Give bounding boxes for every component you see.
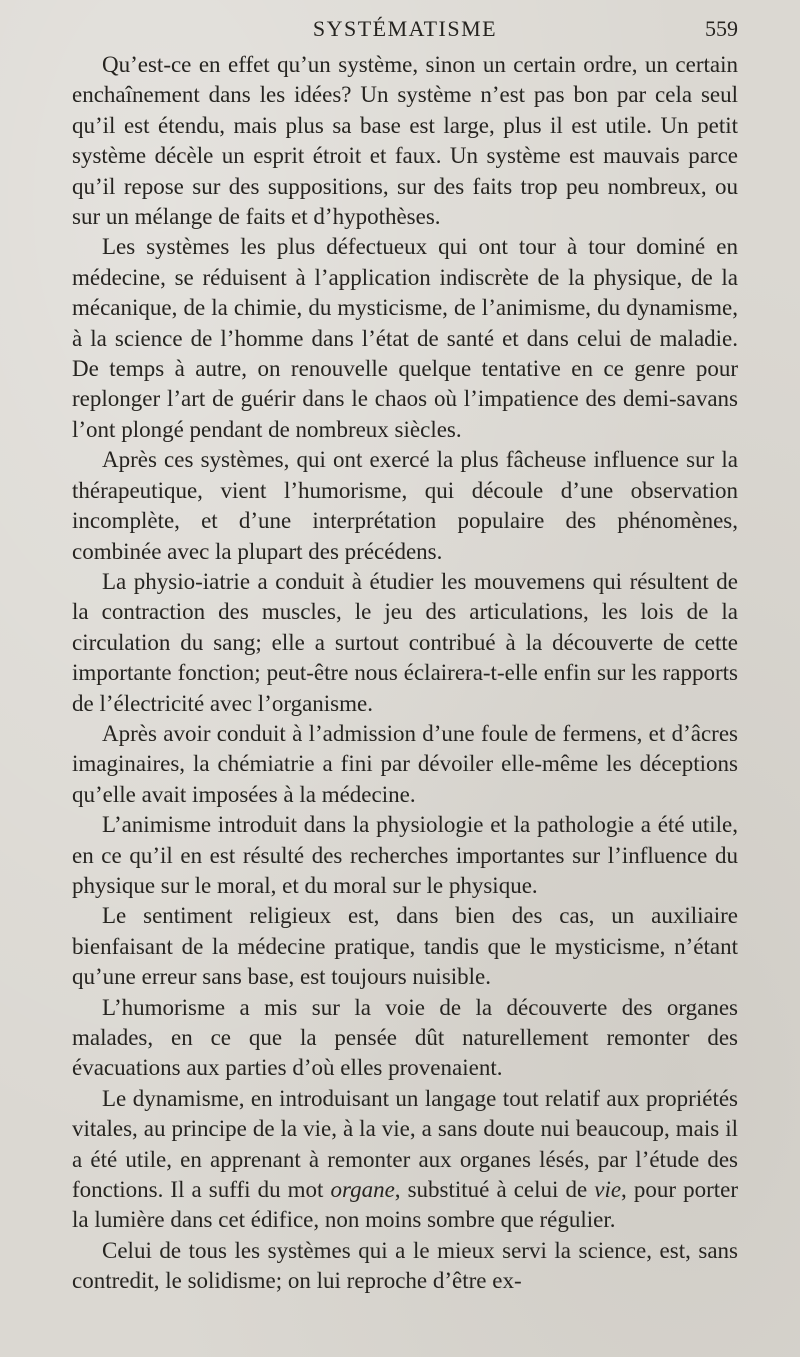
paragraph-10: Celui de tous les systèmes qui a le mieux servi la science, est, sans contredit, le solidisme; on lui reproche d’être ex-: [72, 1237, 738, 1294]
running-title: SYSTÉMATISME: [312, 16, 498, 41]
paragraph-9: [72, 1084, 738, 1236]
paragraph-9-text-middle: , substitué à celui de: [394, 1177, 595, 1203]
paragraph-9-text-after: , pour porter la lumière dans cet édifice, non moins sombre que régulier.: [72, 1177, 738, 1233]
paragraph-4: La physio-iatrie a conduit à étudier les mouvemens qui résultent de la contraction des muscles, le jeu des articulations, les lois de la circulation du sang; elle a surtout contribué à la découverte de cette importante fonction; peut-être nous éclairera-t-elle enfin sur les rapports de l’électricité avec l’organisme.: [72, 568, 738, 716]
paragraph-6: L’animisme introduit dans la physiologie et la pathologie a été utile, en ce qu’il en est résulté des recherches importantes sur l’influence du physique sur le moral, et du moral sur le physique.: [72, 812, 738, 898]
running-head: [72, 14, 738, 44]
paragraph-1: Qu’est-ce en effet qu’un système, sinon un certain ordre, un certain enchaînement dans les idées? Un système n’est pas bon par cela seul qu’il est étendu, mais plus sa base est large, plus il est utile. Un petit système décèle un esprit étroit et faux. Un système est mauvais parce qu’il repose sur des suppositions, sur des faits trop peu nombreux, ou sur un mélange de faits et d’hypothèses.: [72, 52, 738, 230]
paragraph-2: Les systèmes les plus défectueux qui ont tour à tour dominé en médecine, se réduisent à l’application indiscrète de la physique, de la mécanique, de la chimie, du mysticisme, de l’animisme, du dynamisme, à la science de l’homme dans l’état de santé et dans celui de maladie. De temps à autre, on renouvelle quelque tentative en ce genre pour replonger l’art de guérir dans le chaos où l’impatience des demi-savans l’ont plongé pendant de nombreux siècles.: [72, 234, 738, 442]
paragraph-5: Après avoir conduit à l’admission d’une foule de fermens, et d’âcres imaginaires, la chémiatrie a fini par dévoiler elle-même les déceptions qu’elle avait imposées à la médecine.: [72, 720, 738, 807]
italic-word-vie: vie: [594, 1177, 622, 1203]
body-text: [72, 50, 738, 1297]
paragraph-8: L’humorisme a mis sur la voie de la découverte des organes malades, en ce que la pensée dût naturellement remonter des évacuations aux parties d’où elles provenaient.: [72, 994, 738, 1081]
page-number: 559: [705, 16, 738, 41]
italic-word-organe: organe: [330, 1177, 395, 1203]
paragraph-9-text-before: Le dynamisme, en introduisant un langage tout relatif aux propriétés vitales, au principe de la vie, à la vie, a sans doute nui beaucoup, mais il a été utile, en apprenant à remonter aux organes lésés, par l’étude des fonctions. Il a suffi du mot: [72, 1085, 738, 1203]
paragraph-3: Après ces systèmes, qui ont exercé la plus fâcheuse influence sur la thérapeutique, vient l’humorisme, qui découle d’une observation incomplète, et d’une interprétation populaire des phénomènes, combinée avec la plupart des précédens.: [72, 447, 738, 564]
paragraph-7: Le sentiment religieux est, dans bien des cas, un auxiliaire bienfaisant de la médecine pratique, tandis que le mysticisme, n’étant qu’une erreur sans base, est toujours nuisible.: [72, 903, 738, 990]
